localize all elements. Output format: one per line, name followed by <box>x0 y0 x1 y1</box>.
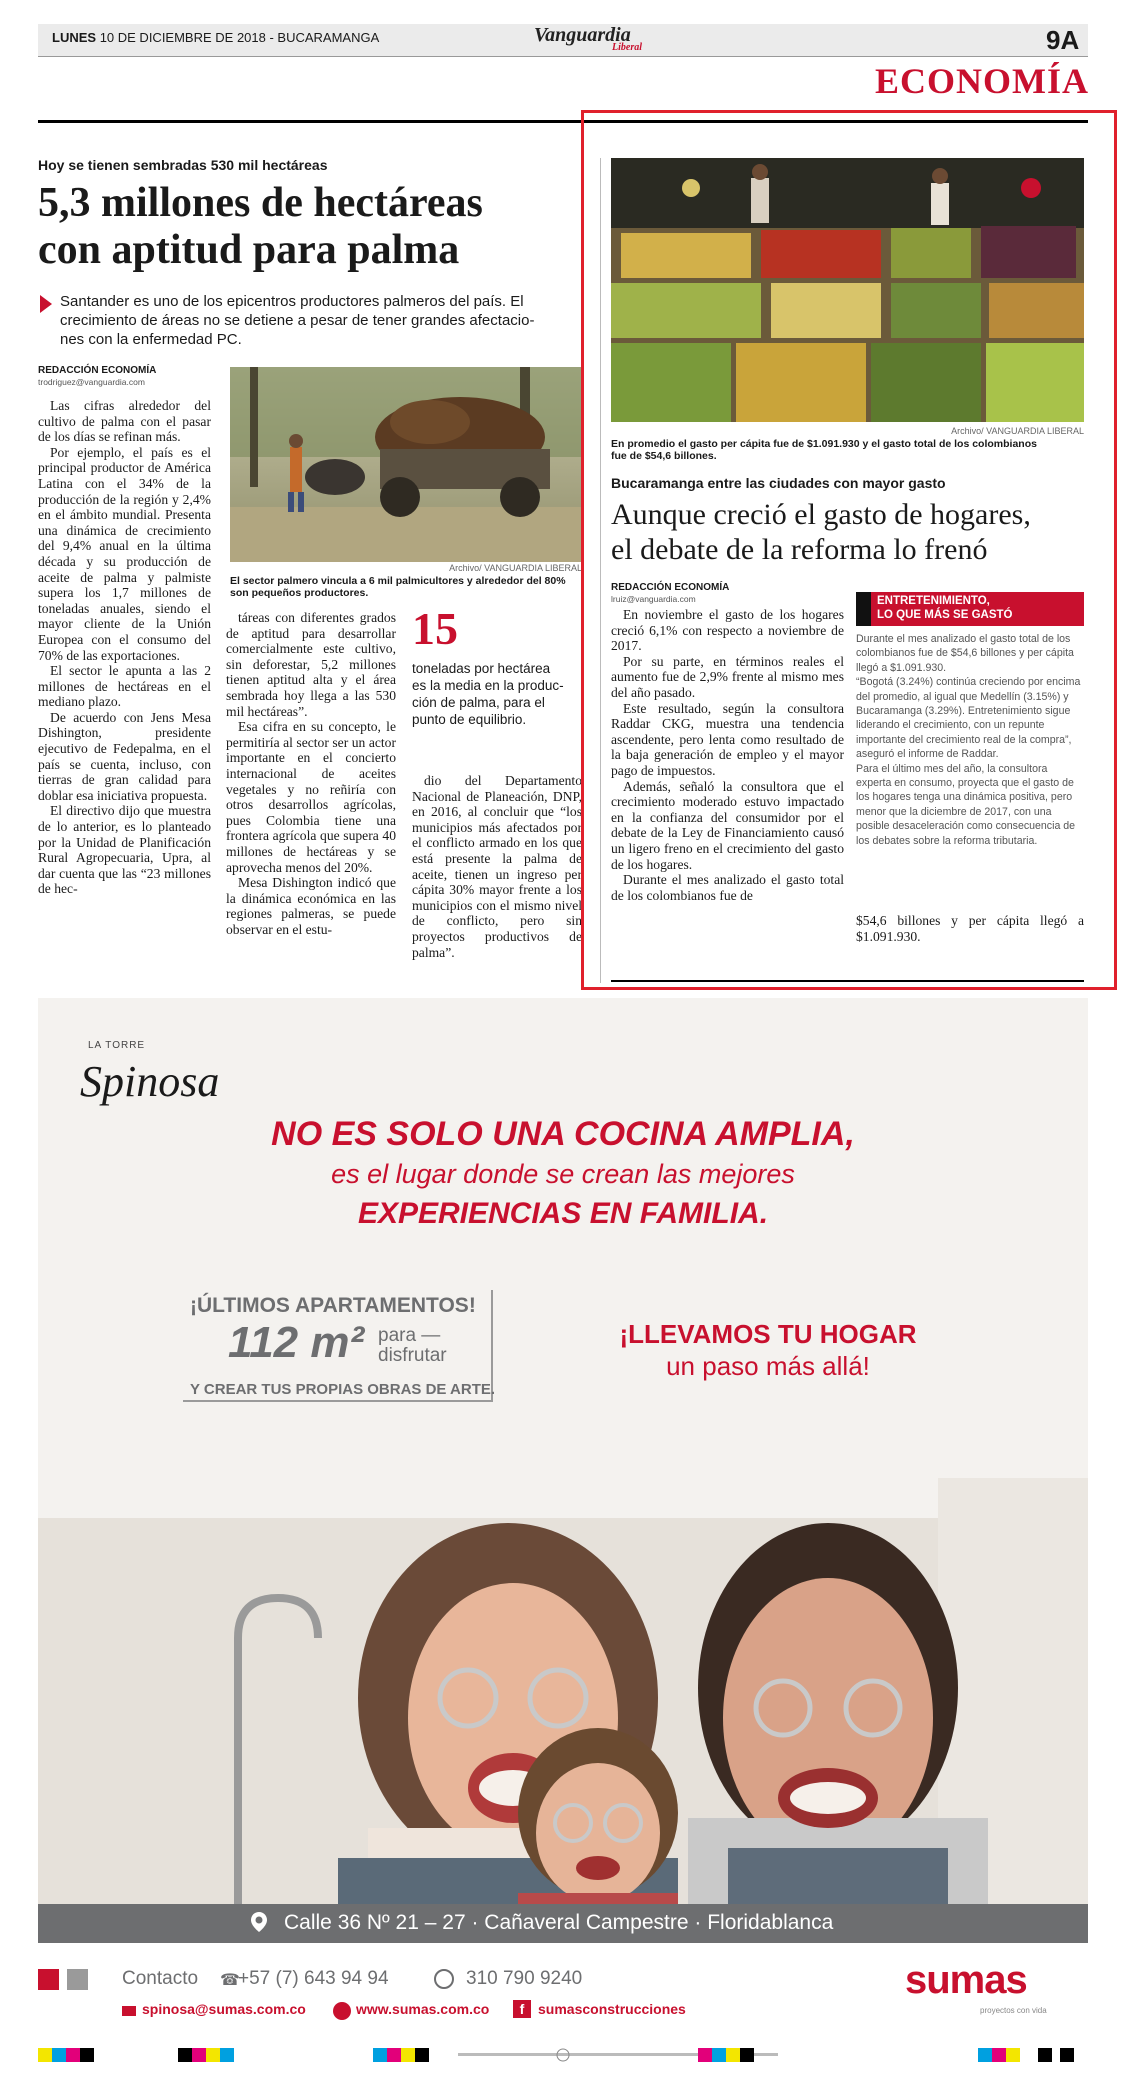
facebook-icon: f <box>513 2000 531 2018</box>
article2-column-1 <box>611 607 844 952</box>
article1-byline: REDACCIÓN ECONOMÍA <box>38 365 157 376</box>
sidebar-paragraph: Para el último mes del año, la consultora experta en consumo, proyecta que el gasto de los hogares tenga una dinámica positiva, pero menor que la diciembre de 2017, con una posible desaceleración como consecuencia de los debates sobre la reforma tributaria. <box>856 762 1076 847</box>
article1-paragraph: El sector le apunta a las 2 millones de hectáreas en el mediano plazo. <box>38 663 211 710</box>
article1-paragraph: dio del Departamento Nacional de Planeación, DNP, en 2016, al concluir que “los municipios más afectados por el conflicto armado en los que está presente la palma de aceite, tienen un ingreso per cápita 30% mayor frente a los municipios con el mismo nivel de conflicto, pero sin proyectos productivos de palma”. <box>412 773 582 960</box>
sidebar-title <box>877 594 1012 622</box>
article1-headline-line2: con aptitud para palma <box>38 227 460 273</box>
article1-paragraph: Por ejemplo, el país es el principal productor de América Latina con el 34% de la producción de la región y 2,4% en el ámbito mundial. Presenta una dinámica de crecimiento del 9,4% anual en la última década y su producción de aceite de palma y palmiste supera los 1,7 millones de toneladas anuales, siendo el mayor cliente de la Unión Europea con el consumo del 70% de las exportaciones. <box>38 444 211 663</box>
article2-photo-credit: Archivo/ VANGUARDIA LIBERAL <box>951 426 1084 436</box>
contact-label: Contacto <box>122 1968 199 1989</box>
article1-column-3 <box>412 773 582 983</box>
stat-text-line3: ción de palma, para el <box>412 695 545 710</box>
article1-paragraph: De acuerdo con Jens Mesa Dishington, presidente ejecutivo de Fedepalma, en el país se cuenta, incluso, con tierras de gran calidad para doblar esa iniciativa propuesta. <box>38 709 211 803</box>
article2-headline-line2: el debate de la reforma lo frenó <box>611 533 988 566</box>
article2-paragraph: Además, señaló la consultora que el crecimiento moderado estuvo impactado en la confianza del consumidor por el debate de la Ley de Financiamiento causó un ligero freno en el crecimiento del gasto de los hogares. <box>611 778 844 872</box>
palm-oil-cart-photo <box>230 367 582 562</box>
article1-lead-line2: crecimiento de áreas no se detiene a pesar de tener grandes afectacio- <box>60 312 535 329</box>
ad-slogan-line2: un paso más allá! <box>666 1351 870 1381</box>
phone-icon: ☎ <box>220 1972 240 1989</box>
newspaper-logo-sub: Liberal <box>612 42 642 53</box>
spinosa-advertisement <box>38 998 1088 1943</box>
article2-kicker: Bucaramanga entre las ciudades con mayor gasto <box>611 475 946 491</box>
location-pin-icon <box>248 1911 270 1933</box>
ad-headline-line2: es el lugar donde se crean las mejores <box>331 1159 795 1189</box>
article2-headline-line1: Aunque creció el gasto de hogares, <box>611 498 1031 531</box>
ad-brand-small: LA TORRE <box>88 1040 146 1051</box>
article2-paragraph: Este resultado, según la consultora Raddar CKG, muestra una tendencia ascendente, pero lenta como resultado de la baja generación de empleo y el mayor pago de impuestos. <box>611 700 844 778</box>
article2-bottom-rule <box>611 980 1084 982</box>
article2-paragraph: En noviembre el gasto de los hogares creció 6,1% con respecto a noviembre de 2017. <box>611 607 844 654</box>
article1-caption-line1: El sector palmero vincula a 6 mil palmicultores y alrededor del 80% <box>230 575 566 587</box>
ad-slogan <box>598 1318 938 1382</box>
newspaper-logo: Vanguardia <box>534 24 631 46</box>
ad-box-subtitle: Y CREAR TUS PROPIAS OBRAS DE ARTE. <box>190 1381 496 1398</box>
market-produce-photo <box>611 158 1084 422</box>
stat-text-line2: es la media en la produc- <box>412 678 564 693</box>
spinosa-logo: Spinosa <box>80 1057 220 1106</box>
article1-paragraph: Esa cifra en su concepto, le permitiría al sector ser un actor importante en el concierto internacional de aceites vegetales y no reñiría con otros desarrollos agrícolas, pues Colombia tiene una frontera agrícola que supera 40 millones de hectáreas y se aprovecha menos del 20%. <box>226 719 396 875</box>
web-icon <box>333 2002 351 2020</box>
email-icon <box>122 2006 136 2016</box>
article2-paragraph: Por su parte, en términos reales el aumento fue de 2,9% frente al mismo mes del año pasado. <box>611 653 844 700</box>
article2-photo-caption <box>611 438 1091 462</box>
header-date-location: 10 DE DICIEMBRE DE 2018 - BUCARAMANGA <box>99 30 380 45</box>
article1-column-2 <box>226 610 396 983</box>
ad-box-para <box>378 1326 447 1366</box>
header-date <box>52 30 379 45</box>
article1-column-1 <box>38 398 211 983</box>
article1-caption-line2: son pequeños productores. <box>230 587 369 599</box>
article2-headline <box>611 497 1101 567</box>
stat-text-line1: toneladas por hectárea <box>412 661 551 676</box>
ad-headline-line3: EXPERIENCIAS EN FAMILIA. <box>357 1197 769 1230</box>
article1-email: trodriguez@vanguardia.com <box>38 377 145 387</box>
column-divider <box>600 158 601 983</box>
stat-text-line4: punto de equilibrio. <box>412 712 527 727</box>
contact-facebook: sumasconstrucciones <box>538 2001 686 2017</box>
article1-lead-line1: Santander es uno de los epicentros productores palmeros del país. El <box>60 293 524 310</box>
article1-headline <box>38 180 598 274</box>
article1-photo-credit: Archivo/ VANGUARDIA LIBERAL <box>449 563 582 573</box>
article1-kicker: Hoy se tienen sembradas 530 mil hectáreas <box>38 157 328 173</box>
article1-headline-line1: 5,3 millones de hectáreas <box>38 180 483 226</box>
sidebar-paragraph: “Bogotá (3.24%) continúa creciendo por encima del promedio, al igual que Medellín (3.15%) y Bucaramanga (3.29%). Entretenimiento sigue liderando el crecimiento, con un repunte importante del crecimiento real de la compra”, aseguró el informe de Raddar. <box>856 676 1081 761</box>
page-number: 9A <box>1046 25 1080 55</box>
ad-box-title: ¡ÚLTIMOS APARTAMENTOS! <box>190 1294 476 1317</box>
ad-box-area: 112 m² <box>228 1318 365 1367</box>
sidebar-paragraph: Durante el mes analizado el gasto total de los colombianos fue de $54,6 billones y per cápita llegó a $1.091.930. <box>856 633 1074 674</box>
sidebar-title-line1: ENTRETENIMIENTO, <box>877 595 990 607</box>
ad-box-para-line2: disfrutar <box>378 1345 447 1366</box>
print-color-bar <box>38 2048 1088 2062</box>
article1-paragraph: táreas con diferentes grados de aptitud para desarrollar comercialmente este cultivo, sin deforestar, 5,2 millones tienen aptitud alta y el área sembrada hoy llega a las 530 mil hectáreas”. <box>226 610 396 719</box>
stat-number: 15 <box>412 603 458 654</box>
contact-email: spinosa@sumas.com.co <box>142 2001 306 2017</box>
contact-whatsapp: 310 790 9240 <box>466 1968 583 1989</box>
article2-paragraph: Durante el mes analizado el gasto total de los colombianos fue de <box>611 872 844 903</box>
article2-email: lruiz@vanguardia.com <box>611 594 696 604</box>
contact-web: www.sumas.com.co <box>356 2001 490 2017</box>
red-square-icon <box>38 1969 59 1990</box>
sumas-logo: sumas <box>905 1958 1027 2002</box>
sidebar-title-marker <box>856 592 871 626</box>
article1-lead-line3: nes con la enfermedad PC. <box>60 331 242 348</box>
section-title: ECONOMÍA <box>875 61 1089 101</box>
contact-phone: +57 (7) 643 94 94 <box>238 1968 389 1989</box>
lead-arrow-icon <box>40 295 52 313</box>
sidebar-title-line2: LO QUE MÁS SE GASTÓ <box>877 609 1013 621</box>
ad-headline-line1: NO ES SOLO UNA COCINA AMPLIA, <box>271 1115 855 1153</box>
article1-paragraph: Mesa Dishington indicó que la dinámica económica en las regiones palmeras, se puede observar en el estu- <box>226 875 396 937</box>
whatsapp-icon <box>434 1969 454 1989</box>
header-day: LUNES <box>52 30 97 45</box>
sidebar-text <box>856 632 1084 902</box>
article1-lead <box>60 292 575 349</box>
stat-text <box>412 660 587 728</box>
article2-continuation: $54,6 billones y per cápita llegó a $1.091.930. <box>856 913 1084 944</box>
ad-headline <box>38 1113 1088 1235</box>
sumas-tagline: proyectos con vida <box>980 2006 1047 2015</box>
article2-caption-line2: fue de $54,6 billones. <box>611 450 717 462</box>
article1-paragraph: Las cifras alrededor del cultivo de palma con el pasar de los días se refinan más. <box>38 398 211 445</box>
gray-square-icon <box>67 1969 88 1990</box>
article1-photo-caption <box>230 575 590 599</box>
article2-caption-line1: En promedio el gasto per cápita fue de $1.091.930 y el gasto total de los colombianos <box>611 438 1037 450</box>
article1-paragraph: El directivo dijo que muestra de lo anterior, es lo planteado por la Unidad de Planificación Rural Agropecuaria, Upra, al dar cuenta que las “23 millones de hec- <box>38 803 211 897</box>
ad-box-para-line1: para — <box>378 1325 441 1346</box>
article2-byline: REDACCIÓN ECONOMÍA <box>611 582 730 593</box>
ad-slogan-line1: ¡LLEVAMOS TU HOGAR <box>619 1319 917 1349</box>
ad-address: Calle 36 Nº 21 – 27 · Cañaveral Campestre · Floridablanca <box>284 1911 834 1934</box>
